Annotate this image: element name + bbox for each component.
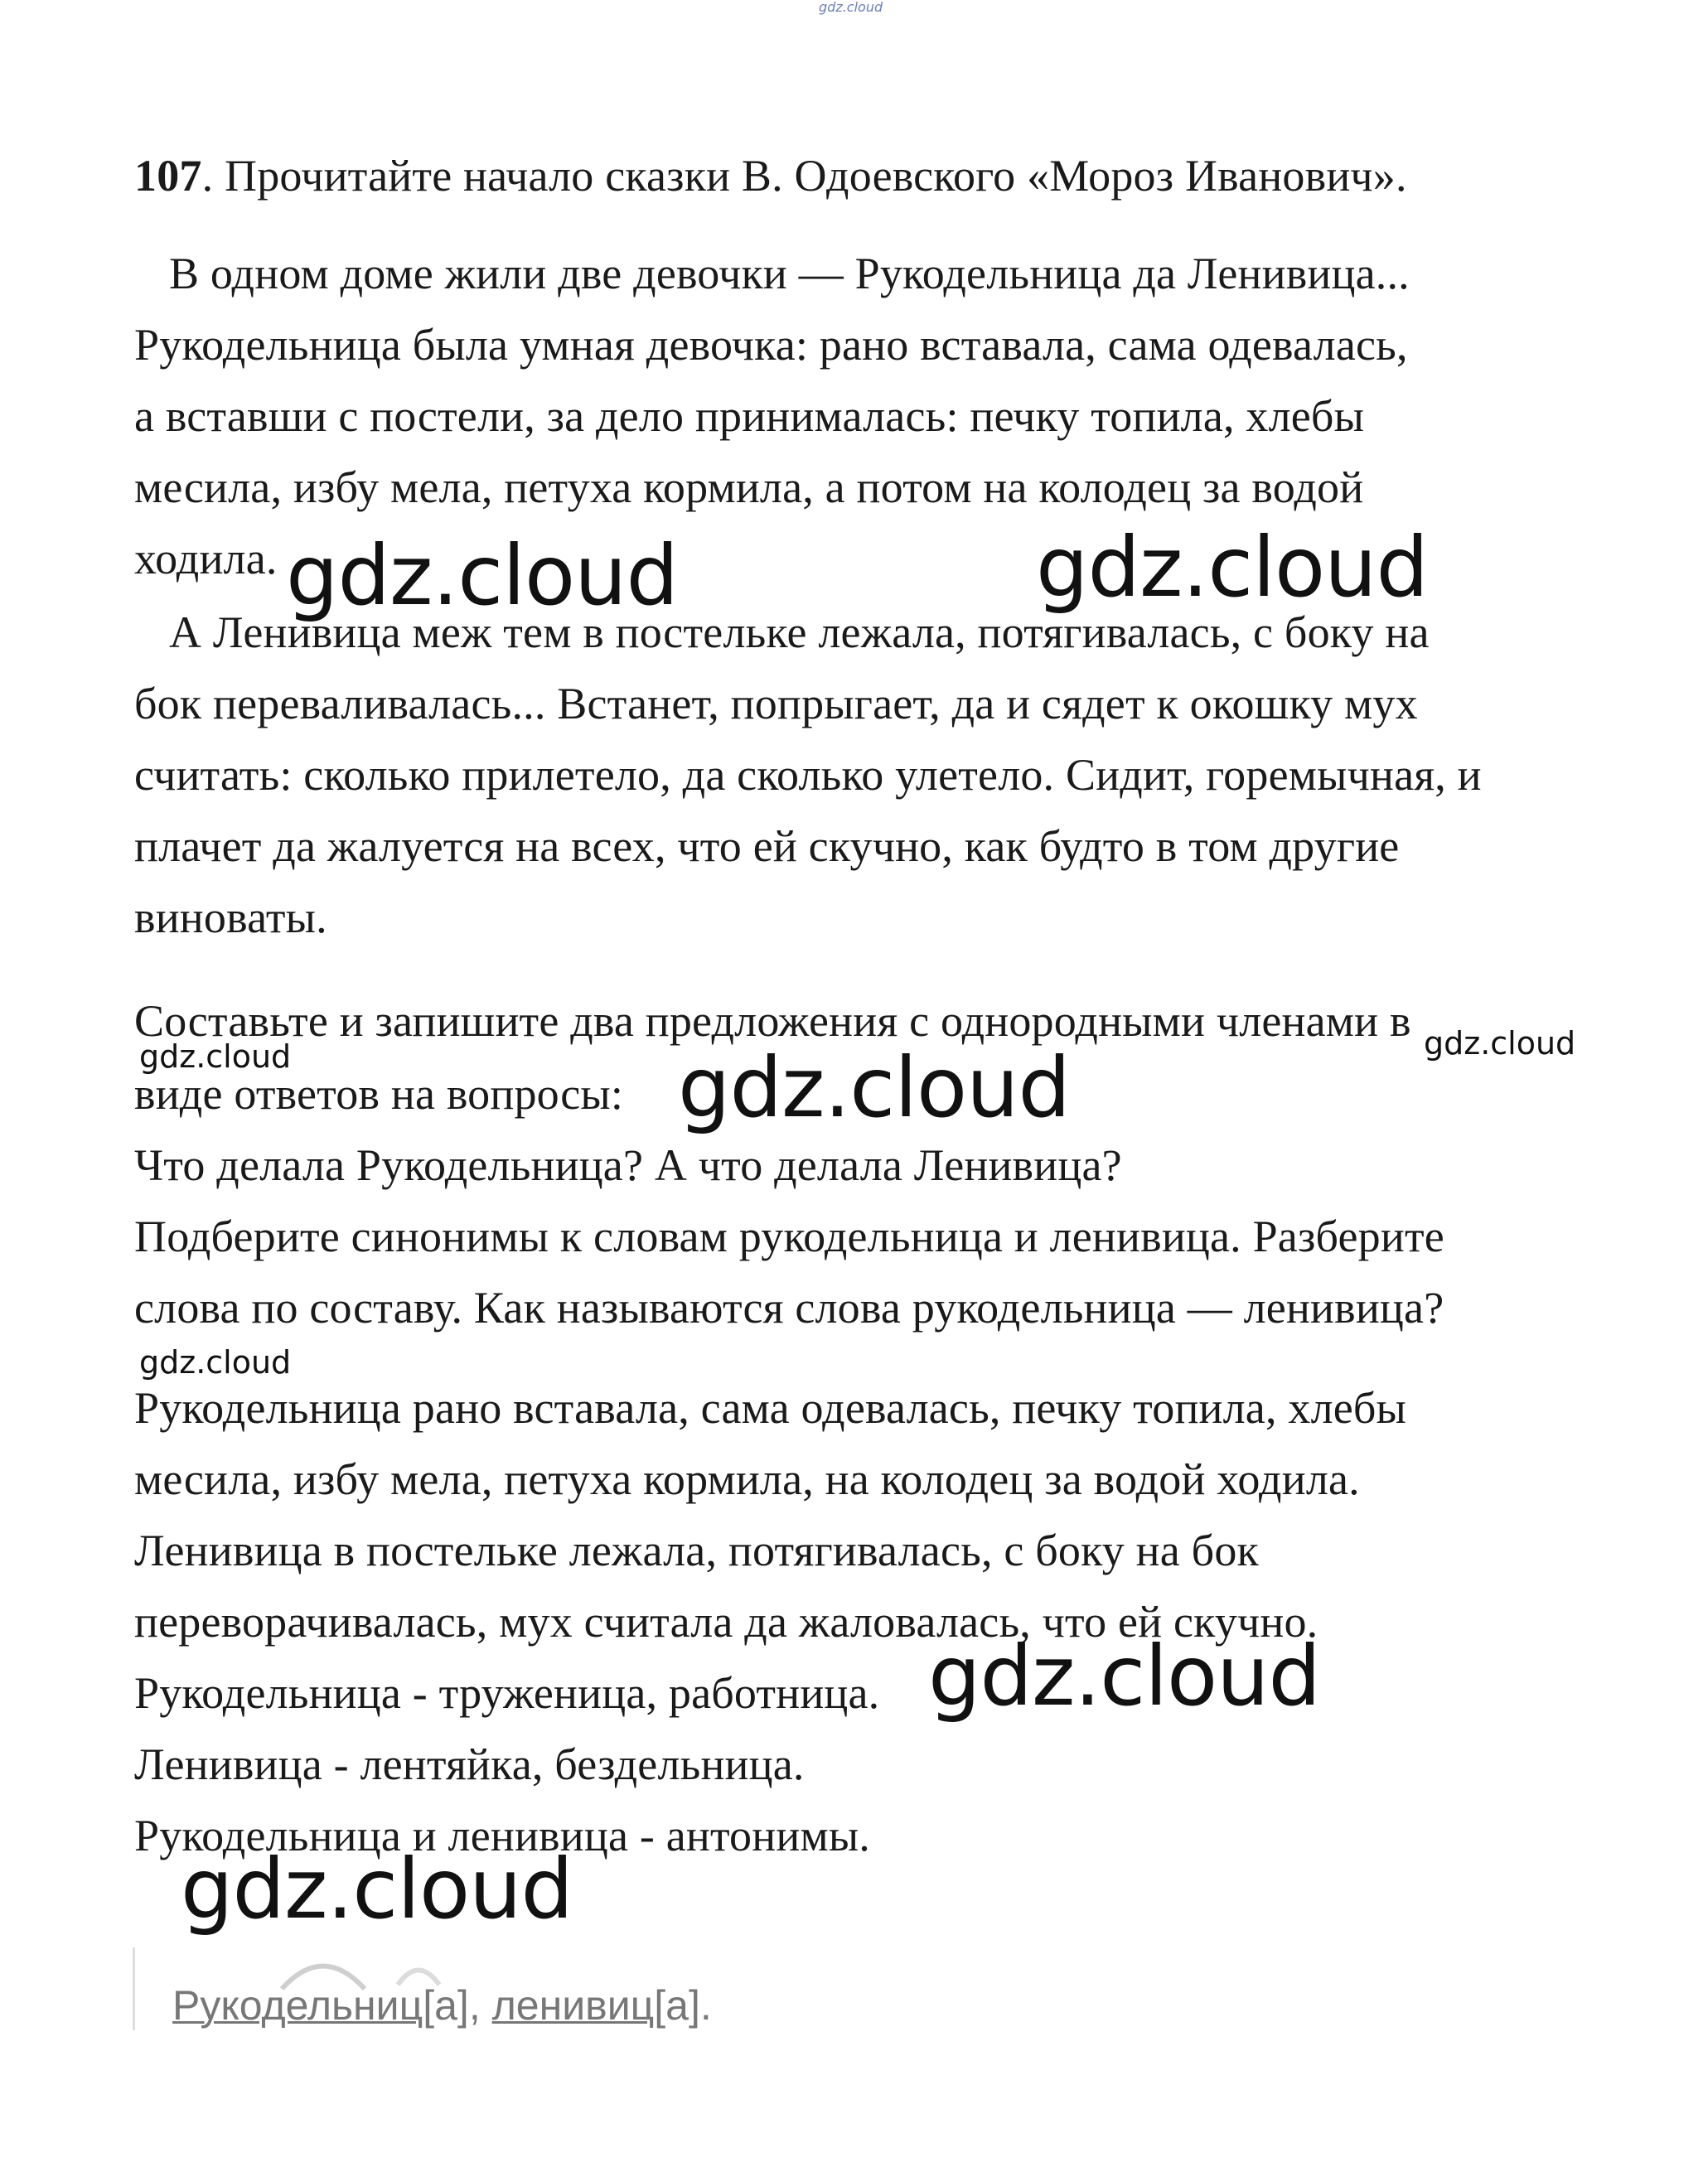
story-line: ходила. bbox=[134, 534, 278, 583]
story-line: плачет да жалуется на всех, что ей скучно, как будто в том другие bbox=[134, 821, 1400, 871]
morpheme-divider bbox=[133, 1947, 135, 2030]
watermark: gdz.cloud bbox=[678, 1039, 1071, 1136]
story-line: а вставши с постели, за дело принималась: печку топила, хлебы bbox=[134, 391, 1365, 441]
task-prompt: . Прочитайте начало сказки В. Одоевского «Мороз Иванович». bbox=[201, 151, 1407, 201]
story-line: виноваты. bbox=[134, 893, 327, 942]
story-line: А Ленивица меж тем в постельке лежала, потягивалась, с боку на bbox=[169, 607, 1430, 657]
watermark: gdz.cloud bbox=[139, 1038, 292, 1075]
answer-line: Рукодельница и ленивица - антонимы. bbox=[134, 1811, 871, 1860]
answer-line: месила, избу мела, петуха кормила, на колодец за водой ходила. bbox=[134, 1454, 1360, 1504]
answer-line: Ленивица в постельке лежала, потягивалась, с боку на бок bbox=[134, 1526, 1259, 1575]
story-line: бок переваливалась... Встанет, попрыгает, да и сядет к окошку мух bbox=[134, 679, 1418, 728]
instruction-line: слова по составу. Как называются слова рукодельница — ленивица? bbox=[134, 1283, 1444, 1333]
story-line: В одном доме жили две девочки — Рукодельница да Ленивица... bbox=[169, 249, 1410, 298]
morpheme-words bbox=[172, 1981, 712, 2030]
instruction-line: виде ответов на вопросы: bbox=[134, 1069, 624, 1119]
morpheme-word1-root: Рукодельниц bbox=[172, 1982, 423, 2029]
top-watermark: gdz.cloud bbox=[819, 0, 883, 15]
watermark: gdz.cloud bbox=[139, 1344, 292, 1381]
watermark: gdz.cloud bbox=[1424, 1025, 1576, 1062]
instruction-line: Что делала Рукодельница? А что делала Ленивица? bbox=[134, 1140, 1122, 1190]
morpheme-separator: , bbox=[468, 1982, 492, 2029]
instruction-line: Составьте и запишите два предложения с однородными членами в bbox=[134, 996, 1411, 1046]
morpheme-word1-ending: [а] bbox=[423, 1982, 469, 2029]
answer-line: Рукодельница - труженица, работница. bbox=[134, 1668, 880, 1718]
answer-line: Ленивица - лентяйка, бездельница. bbox=[134, 1739, 805, 1789]
morpheme-analysis bbox=[133, 1947, 762, 2039]
answer-line: Рукодельница рано вставала, сама одевалась, печку топила, хлебы bbox=[134, 1383, 1407, 1433]
answer-line: переворачивалась, мух считала да жаловалась, что ей скучно. bbox=[134, 1597, 1318, 1647]
watermark: gdz.cloud bbox=[1036, 519, 1429, 616]
story-line: Рукодельница была умная девочка: рано вставала, сама одевалась, bbox=[134, 320, 1408, 370]
story-line: считать: сколько прилетело, да сколько улетело. Сидит, горемычная, и bbox=[134, 750, 1482, 800]
task-heading bbox=[134, 149, 1407, 202]
watermark: gdz.cloud bbox=[286, 527, 679, 624]
task-number: 107 bbox=[134, 151, 202, 201]
morpheme-end: . bbox=[699, 1982, 712, 2029]
story-line: месила, избу мела, петуха кормила, а потом на колодец за водой bbox=[134, 462, 1364, 512]
watermark: gdz.cloud bbox=[928, 1628, 1321, 1725]
watermark: gdz.cloud bbox=[181, 1841, 573, 1937]
instruction-line: Подберите синонимы к словам рукодельница и ленивица. Разберите bbox=[134, 1212, 1444, 1261]
morpheme-word2-root: ленивиц bbox=[491, 1982, 655, 2029]
morpheme-word2-ending: [а] bbox=[654, 1982, 700, 2029]
